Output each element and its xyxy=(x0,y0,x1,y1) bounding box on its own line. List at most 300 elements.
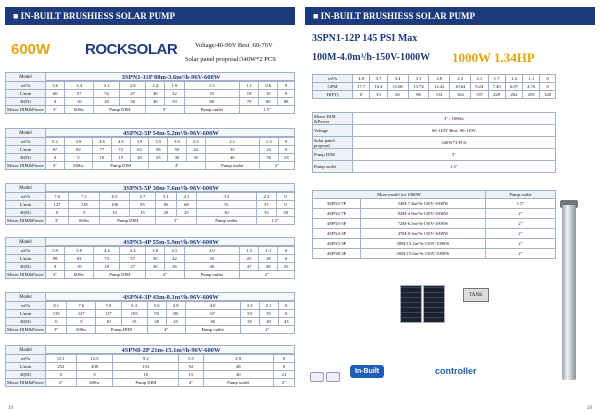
row-label: H(M) xyxy=(6,154,46,162)
table-cell: 3.0 xyxy=(168,138,187,146)
row-label: m³/h xyxy=(6,302,46,310)
table-row xyxy=(313,125,556,137)
table-cell: 27 xyxy=(120,263,146,271)
model-title-row xyxy=(5,183,295,192)
left-banner: ■ IN-BUILT BRUSHIESS SOLAR PUMP xyxy=(5,7,295,25)
table-cell: 0 xyxy=(278,82,295,90)
row-label: H(M) xyxy=(6,209,46,217)
performance-table xyxy=(5,354,295,387)
table-cell: 2" xyxy=(240,271,295,279)
table-cell: 0 xyxy=(540,83,556,91)
spec-table xyxy=(312,112,556,173)
table-cell: 40 xyxy=(146,90,165,98)
table-cell: 20 xyxy=(130,154,149,162)
model-name: 4SPN3-4P 55m-5.9m³/h-96V-600W xyxy=(123,239,219,246)
power-title: 1000W 1.34HP xyxy=(452,50,535,65)
table-cell: 30 xyxy=(197,209,256,217)
table-cell: 35 xyxy=(240,318,259,326)
table-cell: 80 xyxy=(259,98,278,106)
table-cell: 0 xyxy=(278,255,295,263)
table-cell: 2.8 xyxy=(429,75,450,83)
table-cell: 12.5 xyxy=(76,355,113,363)
table-cell: 0 xyxy=(46,371,77,379)
table-cell: 3" xyxy=(46,271,65,279)
model-title-row xyxy=(5,72,295,81)
table-cell: 3.0 xyxy=(146,247,165,255)
table-row xyxy=(313,113,556,125)
table-row xyxy=(6,106,295,114)
table-cell: 98 xyxy=(46,255,65,263)
table-cell: 25 xyxy=(166,318,185,326)
table-cell: 77 xyxy=(93,146,112,154)
table-cell: 5 xyxy=(64,154,92,162)
table-cell: 30 xyxy=(185,318,240,326)
table-cell: 117 xyxy=(96,310,122,318)
table-row xyxy=(6,379,295,387)
table-cell: 20 xyxy=(94,98,120,106)
table-cell: 22 xyxy=(259,146,278,154)
row-label: m³/h xyxy=(6,247,46,255)
row-label: H(FT) xyxy=(313,91,353,99)
table-cell: 1.5 xyxy=(184,82,239,90)
table-cell: 12.42 xyxy=(429,83,450,91)
table-cell: 118 xyxy=(69,201,100,209)
table-cell: 5.9 xyxy=(46,247,65,255)
table-row xyxy=(313,199,556,209)
table-cell: 252 xyxy=(46,363,77,371)
table-cell: 4.1 xyxy=(176,193,197,201)
model-name: 3SPN3-5P 38m-7.6m³/h-96V-600W xyxy=(123,185,219,192)
row-label: L/min xyxy=(6,201,46,209)
solar-panel xyxy=(400,285,422,323)
table-cell: Pump outlet xyxy=(197,217,256,225)
table-cell: Pump DIM xyxy=(100,217,156,225)
table-cell: 9.2 xyxy=(113,355,179,363)
table-cell: 25 xyxy=(240,255,259,263)
outlet-cell: 2" xyxy=(486,249,556,259)
table-cell: 1.5" xyxy=(256,217,294,225)
table-cell: 16.4 xyxy=(370,83,387,91)
table-cell: 43 xyxy=(278,318,294,326)
table-cell: 18 xyxy=(259,255,278,263)
outlet-cell: 2" xyxy=(486,239,556,249)
table-cell: 3.7 xyxy=(370,75,387,83)
table-cell: 3.3 xyxy=(197,193,256,201)
table-row xyxy=(6,355,295,363)
inbuilt-badge: In-Built xyxy=(350,365,384,378)
accessory-icon xyxy=(326,372,340,382)
row-label: GPM xyxy=(313,83,353,91)
desc-cell: 38M-13.1m³/h-150V-1000W xyxy=(361,239,486,249)
voltage-text: Voltage:40-90V Best :60-76V xyxy=(195,42,273,49)
table-cell: 0 xyxy=(46,318,67,326)
table-cell: 3" xyxy=(46,379,77,387)
table-cell: 2.1 xyxy=(259,302,278,310)
table-cell: 10 xyxy=(259,90,278,98)
desc-cell: 82M-4.9m³/h-150V-1000W xyxy=(361,209,486,219)
table-cell: 55 xyxy=(278,263,295,271)
model-name: 4SPN8-2P 21m-15.1m³/h-96V-600W xyxy=(121,347,221,354)
model-label: Model xyxy=(6,346,46,355)
table-cell: 1.9 xyxy=(165,82,184,90)
table-cell: 7.40 xyxy=(488,83,505,91)
table-cell: 3.2 xyxy=(240,302,259,310)
row-label: Voltage xyxy=(313,125,353,137)
table-row xyxy=(313,219,556,229)
table-cell: 1.1 xyxy=(240,82,259,90)
table-cell: 15 xyxy=(111,154,130,162)
table-cell: 108 xyxy=(100,201,130,209)
table-cell: 13.74 xyxy=(408,83,429,91)
table-cell: 15.06 xyxy=(387,83,408,91)
table-cell: 131 xyxy=(429,91,450,99)
model-cell: 4SPN3-5P xyxy=(313,219,361,229)
table-cell: 60-110V Best: 90-110V xyxy=(353,125,556,137)
table-cell: Pump outlet xyxy=(205,162,259,170)
table-cell: 0 xyxy=(278,90,295,98)
table-cell: 600w xyxy=(76,379,113,387)
table-cell: Pump DIM xyxy=(93,162,149,170)
table-row xyxy=(6,371,295,379)
table-cell: 32 xyxy=(165,90,184,98)
table-cell: 33 xyxy=(370,91,387,99)
row-label: L/min xyxy=(6,363,46,371)
table-cell: 0 xyxy=(278,302,294,310)
table-cell: 2.5 xyxy=(165,247,184,255)
row-label: H(M) xyxy=(6,371,46,379)
model-name: 4SPN2-5P 54m-5.2m³/h-96V-600W xyxy=(123,130,219,137)
table-cell: 17.7 xyxy=(353,83,370,91)
table-cell: 0.6 xyxy=(259,82,278,90)
table-cell: 7.0 xyxy=(96,302,122,310)
table-cell: 4.6 xyxy=(93,138,112,146)
model-title-row xyxy=(5,237,295,246)
model-title-row xyxy=(5,345,295,354)
table-cell: 25 xyxy=(184,90,239,98)
table-cell: 47 xyxy=(120,90,146,98)
table-row xyxy=(6,209,295,217)
table-cell: 48 xyxy=(203,363,273,371)
model-title-row xyxy=(5,128,295,137)
table-cell: 1.1 xyxy=(259,247,278,255)
table-cell: 3" xyxy=(46,106,65,114)
table-cell: 2.1 xyxy=(205,138,259,146)
table-cell: 50 xyxy=(259,154,278,162)
table-cell: 127 xyxy=(67,310,96,318)
page-number: 19 xyxy=(8,406,13,411)
table-cell: 93 xyxy=(147,310,166,318)
row-label: m³/h xyxy=(313,75,353,83)
table-cell: 21 xyxy=(273,371,294,379)
table-cell: 600w xyxy=(65,106,94,114)
row-label: m³/h xyxy=(6,193,46,201)
desc-cell: 47M-9.3m³/h-150V-1000W xyxy=(361,229,486,239)
power-title: 600W xyxy=(11,41,51,58)
table-cell: 20 xyxy=(147,318,166,326)
table-row xyxy=(6,154,295,162)
table-cell: 1.5" xyxy=(353,161,556,173)
table-cell: 2.4 xyxy=(146,82,165,90)
table-cell: 1.4 xyxy=(505,75,522,83)
pump-image xyxy=(562,205,576,380)
table-cell: 35 xyxy=(205,146,259,154)
table-cell: 10 xyxy=(65,98,94,106)
table-row xyxy=(6,98,295,106)
row-label: L/min xyxy=(6,90,46,98)
table-cell: 2.9 xyxy=(203,355,273,363)
table-cell: 3" xyxy=(46,326,67,334)
table-row xyxy=(6,90,295,98)
table-row xyxy=(313,229,556,239)
model-label: Model xyxy=(6,238,46,247)
table-cell: 4.4 xyxy=(94,247,120,255)
table-cell: 3.6 xyxy=(46,82,65,90)
table-cell: 6.07 xyxy=(505,83,522,91)
table-cell: 20 xyxy=(156,209,177,217)
row-label: Motor DIM&Power xyxy=(7,327,44,332)
table-cell: 2" xyxy=(259,162,294,170)
table-row xyxy=(6,82,295,90)
table-cell: 36 xyxy=(165,263,184,271)
table-header xyxy=(313,191,556,199)
row-label: Pump DIM xyxy=(313,149,353,161)
model-name: 3SPN1-11P 88m-3.6m³/h-96V-600W xyxy=(121,74,221,81)
table-cell: 10.04 xyxy=(450,83,471,91)
table-cell: 0 xyxy=(277,201,295,209)
table-cell: 2.8 xyxy=(120,82,146,90)
table-cell: 92 xyxy=(179,363,203,371)
model-label: Model xyxy=(6,129,46,138)
table-cell: 53 xyxy=(240,310,259,318)
outlet-cell: 2" xyxy=(486,209,556,219)
row-label: H(M) xyxy=(6,98,46,106)
table-cell: Pump outlet xyxy=(185,326,240,334)
table-cell: 1.7 xyxy=(488,75,505,83)
table-cell: 72 xyxy=(111,146,130,154)
table-cell: 5.2 xyxy=(46,138,65,146)
table-cell: 87 xyxy=(46,146,65,154)
solar-panel xyxy=(423,285,445,323)
page-number: 20 xyxy=(587,406,592,411)
desc-cell: 54M-7.4m³/h-150V-1000W xyxy=(361,199,486,209)
table-cell: 208 xyxy=(76,363,113,371)
table-row xyxy=(6,162,295,170)
table-cell: 55 xyxy=(197,201,256,209)
table-cell: 15 xyxy=(179,371,203,379)
table-cell: 20 xyxy=(203,371,273,379)
table-cell: 3.4 xyxy=(120,247,146,255)
table-cell: 40 xyxy=(184,263,239,271)
table-cell: 0 xyxy=(278,247,295,255)
table-cell: 3.5 xyxy=(149,138,168,146)
row-label: m³/h xyxy=(6,355,46,363)
model-label: Model xyxy=(6,184,46,193)
table-cell: 0 xyxy=(46,154,65,162)
table-row xyxy=(313,249,556,259)
table-row xyxy=(6,263,295,271)
table-cell: 135 xyxy=(46,310,67,318)
table-cell: 40 xyxy=(259,318,278,326)
table-row xyxy=(6,302,295,310)
table-cell: 10 xyxy=(93,154,112,162)
table-cell: 164 xyxy=(450,91,471,99)
table-cell: 105 xyxy=(121,310,147,318)
table-cell: 3" xyxy=(46,162,65,170)
table-cell: Pump outlet xyxy=(184,106,239,114)
table-cell: 3.1 xyxy=(94,82,120,90)
table-cell: Pump DIM xyxy=(94,271,146,279)
table-cell: 37 xyxy=(256,201,277,209)
table-cell: 88 xyxy=(278,98,295,106)
table-cell: 35 xyxy=(186,154,205,162)
table-cell: 10 xyxy=(65,263,94,271)
table-cell: 65 xyxy=(387,91,408,99)
row-label: Motor DIM&Power xyxy=(7,380,44,385)
table-cell: 3" / 1000w xyxy=(353,113,556,125)
table-row xyxy=(6,247,295,255)
model-cell: 4SPN2-7P xyxy=(313,209,361,219)
table-cell: 50 xyxy=(146,255,165,263)
table-cell: 1.5 xyxy=(240,247,259,255)
table-cell: 600w xyxy=(65,271,94,279)
model-cell: 4SPN5-3P xyxy=(313,239,361,249)
controller-label: controller xyxy=(435,366,477,376)
table-cell: 47 xyxy=(240,263,259,271)
table-cell: 7.1 xyxy=(69,193,100,201)
table-cell: 2.3 xyxy=(450,75,471,83)
table-cell: 50 xyxy=(168,146,187,154)
table-cell: Pump DIM xyxy=(96,326,148,334)
table-cell: 0 xyxy=(273,355,294,363)
table-cell: 4.3 xyxy=(111,138,130,146)
table-cell: 7.6 xyxy=(67,302,96,310)
table-cell: Pump outlet xyxy=(203,379,273,387)
table-row xyxy=(6,326,295,334)
table-cell: 15 xyxy=(121,318,147,326)
table-row xyxy=(313,209,556,219)
table-row xyxy=(6,363,295,371)
table-cell: 5.7 xyxy=(129,193,155,201)
table-cell: 2.0 xyxy=(184,247,239,255)
table-cell: 3.4 xyxy=(387,75,408,83)
row-label: H(M) xyxy=(6,318,46,326)
table-cell: 600w xyxy=(67,326,96,334)
table-cell: 0 xyxy=(540,75,556,83)
table-cell: 35 xyxy=(256,209,277,217)
table-cell: 98 xyxy=(408,91,429,99)
table-cell: 0 xyxy=(273,363,294,371)
table-cell: 0 xyxy=(277,193,295,201)
desc-cell: 30M-15.6m³/h-150V-1000W xyxy=(361,249,486,259)
table-row xyxy=(313,75,556,83)
outlet-cell: 2" xyxy=(486,229,556,239)
tank-label: TANK xyxy=(463,288,489,302)
table-cell: 0 xyxy=(46,98,65,106)
table-cell: 9.24 xyxy=(471,83,488,91)
table-cell: 73 xyxy=(94,255,120,263)
table-cell: 6.5 xyxy=(100,193,130,201)
row-label: Motor DIM&Power xyxy=(7,218,44,223)
table-row xyxy=(6,310,295,318)
table-cell: 1.3 xyxy=(259,138,278,146)
table-cell: 52 xyxy=(94,90,120,98)
table-cell: 68 xyxy=(176,201,197,209)
table-cell: 54 xyxy=(278,154,294,162)
table-cell: 25 xyxy=(149,154,168,162)
performance-table xyxy=(5,192,295,225)
table-cell: Pump DIM xyxy=(94,106,146,114)
model-cell: 4SPN8-3P xyxy=(313,249,361,259)
table-cell: 2.5 xyxy=(186,138,205,146)
table-cell: 95 xyxy=(129,201,155,209)
table-cell: Pump DIM xyxy=(113,379,179,387)
outlet-cell: 1.5" xyxy=(486,199,556,209)
table-cell: 3.9 xyxy=(130,138,149,146)
table-cell: 30 xyxy=(146,263,165,271)
table-cell: 30 xyxy=(120,98,146,106)
row-label: Pump outlet xyxy=(313,161,353,173)
model-cell: 3SPN3-7P xyxy=(313,199,361,209)
table-cell: 49 xyxy=(259,263,278,271)
table-cell: 10 xyxy=(96,318,122,326)
table-cell: 5 xyxy=(67,318,96,326)
table-cell: 40 xyxy=(205,154,259,162)
table-cell: 262 xyxy=(505,91,522,99)
table-cell: 25 xyxy=(176,209,197,217)
table-cell: 0 xyxy=(278,146,294,154)
performance-table xyxy=(5,301,295,334)
table-row xyxy=(6,193,295,201)
table-cell: 3" xyxy=(46,217,69,225)
table-cell: 10 xyxy=(113,371,179,379)
row-label: Motor DIM&Power xyxy=(7,272,44,277)
table-row xyxy=(313,91,556,99)
right-banner: ■ IN-BUILT BRUSHIESS SOLAR PUMP xyxy=(305,7,595,25)
table-cell: 33 xyxy=(184,255,239,263)
model-name: 4SPN4-3P 43m-8.1m³/h-96V-600W xyxy=(123,294,219,301)
model-title-row xyxy=(5,292,295,301)
row-label: H(M) xyxy=(6,263,46,271)
table-cell: 6.3 xyxy=(121,302,147,310)
table-cell: 5.6 xyxy=(147,302,166,310)
performance-table xyxy=(5,246,295,279)
table-cell: 2" xyxy=(273,379,294,387)
brand-logo: ROCKSOLAR xyxy=(85,41,178,58)
table-row xyxy=(6,201,295,209)
table-cell: 2.2 xyxy=(256,193,277,201)
model-label: Model xyxy=(6,73,46,82)
table-cell: 60 xyxy=(46,90,65,98)
table-cell: 82 xyxy=(64,146,92,154)
table-row xyxy=(6,217,295,225)
table-cell: 4.0 xyxy=(185,302,240,310)
table-cell: 5.0 xyxy=(65,247,94,255)
table-cell: 3" xyxy=(353,149,556,161)
table-cell: 229 xyxy=(488,91,505,99)
table-cell: 4.8 xyxy=(166,302,185,310)
outlet-cell: 2" xyxy=(486,219,556,229)
table-cell: 4.9 xyxy=(64,138,92,146)
table-cell: 58 xyxy=(149,146,168,154)
table-cell: 42 xyxy=(165,255,184,263)
table-cell: 3.4 xyxy=(65,82,94,90)
table-cell: 15 xyxy=(129,209,155,217)
performance-table xyxy=(312,74,556,99)
table-cell: 80 xyxy=(166,310,185,318)
model-subtitle: 100M-4.0m³/h-150V-1000W xyxy=(312,52,431,63)
table-cell: 295 xyxy=(523,91,540,99)
table-row xyxy=(6,255,295,263)
